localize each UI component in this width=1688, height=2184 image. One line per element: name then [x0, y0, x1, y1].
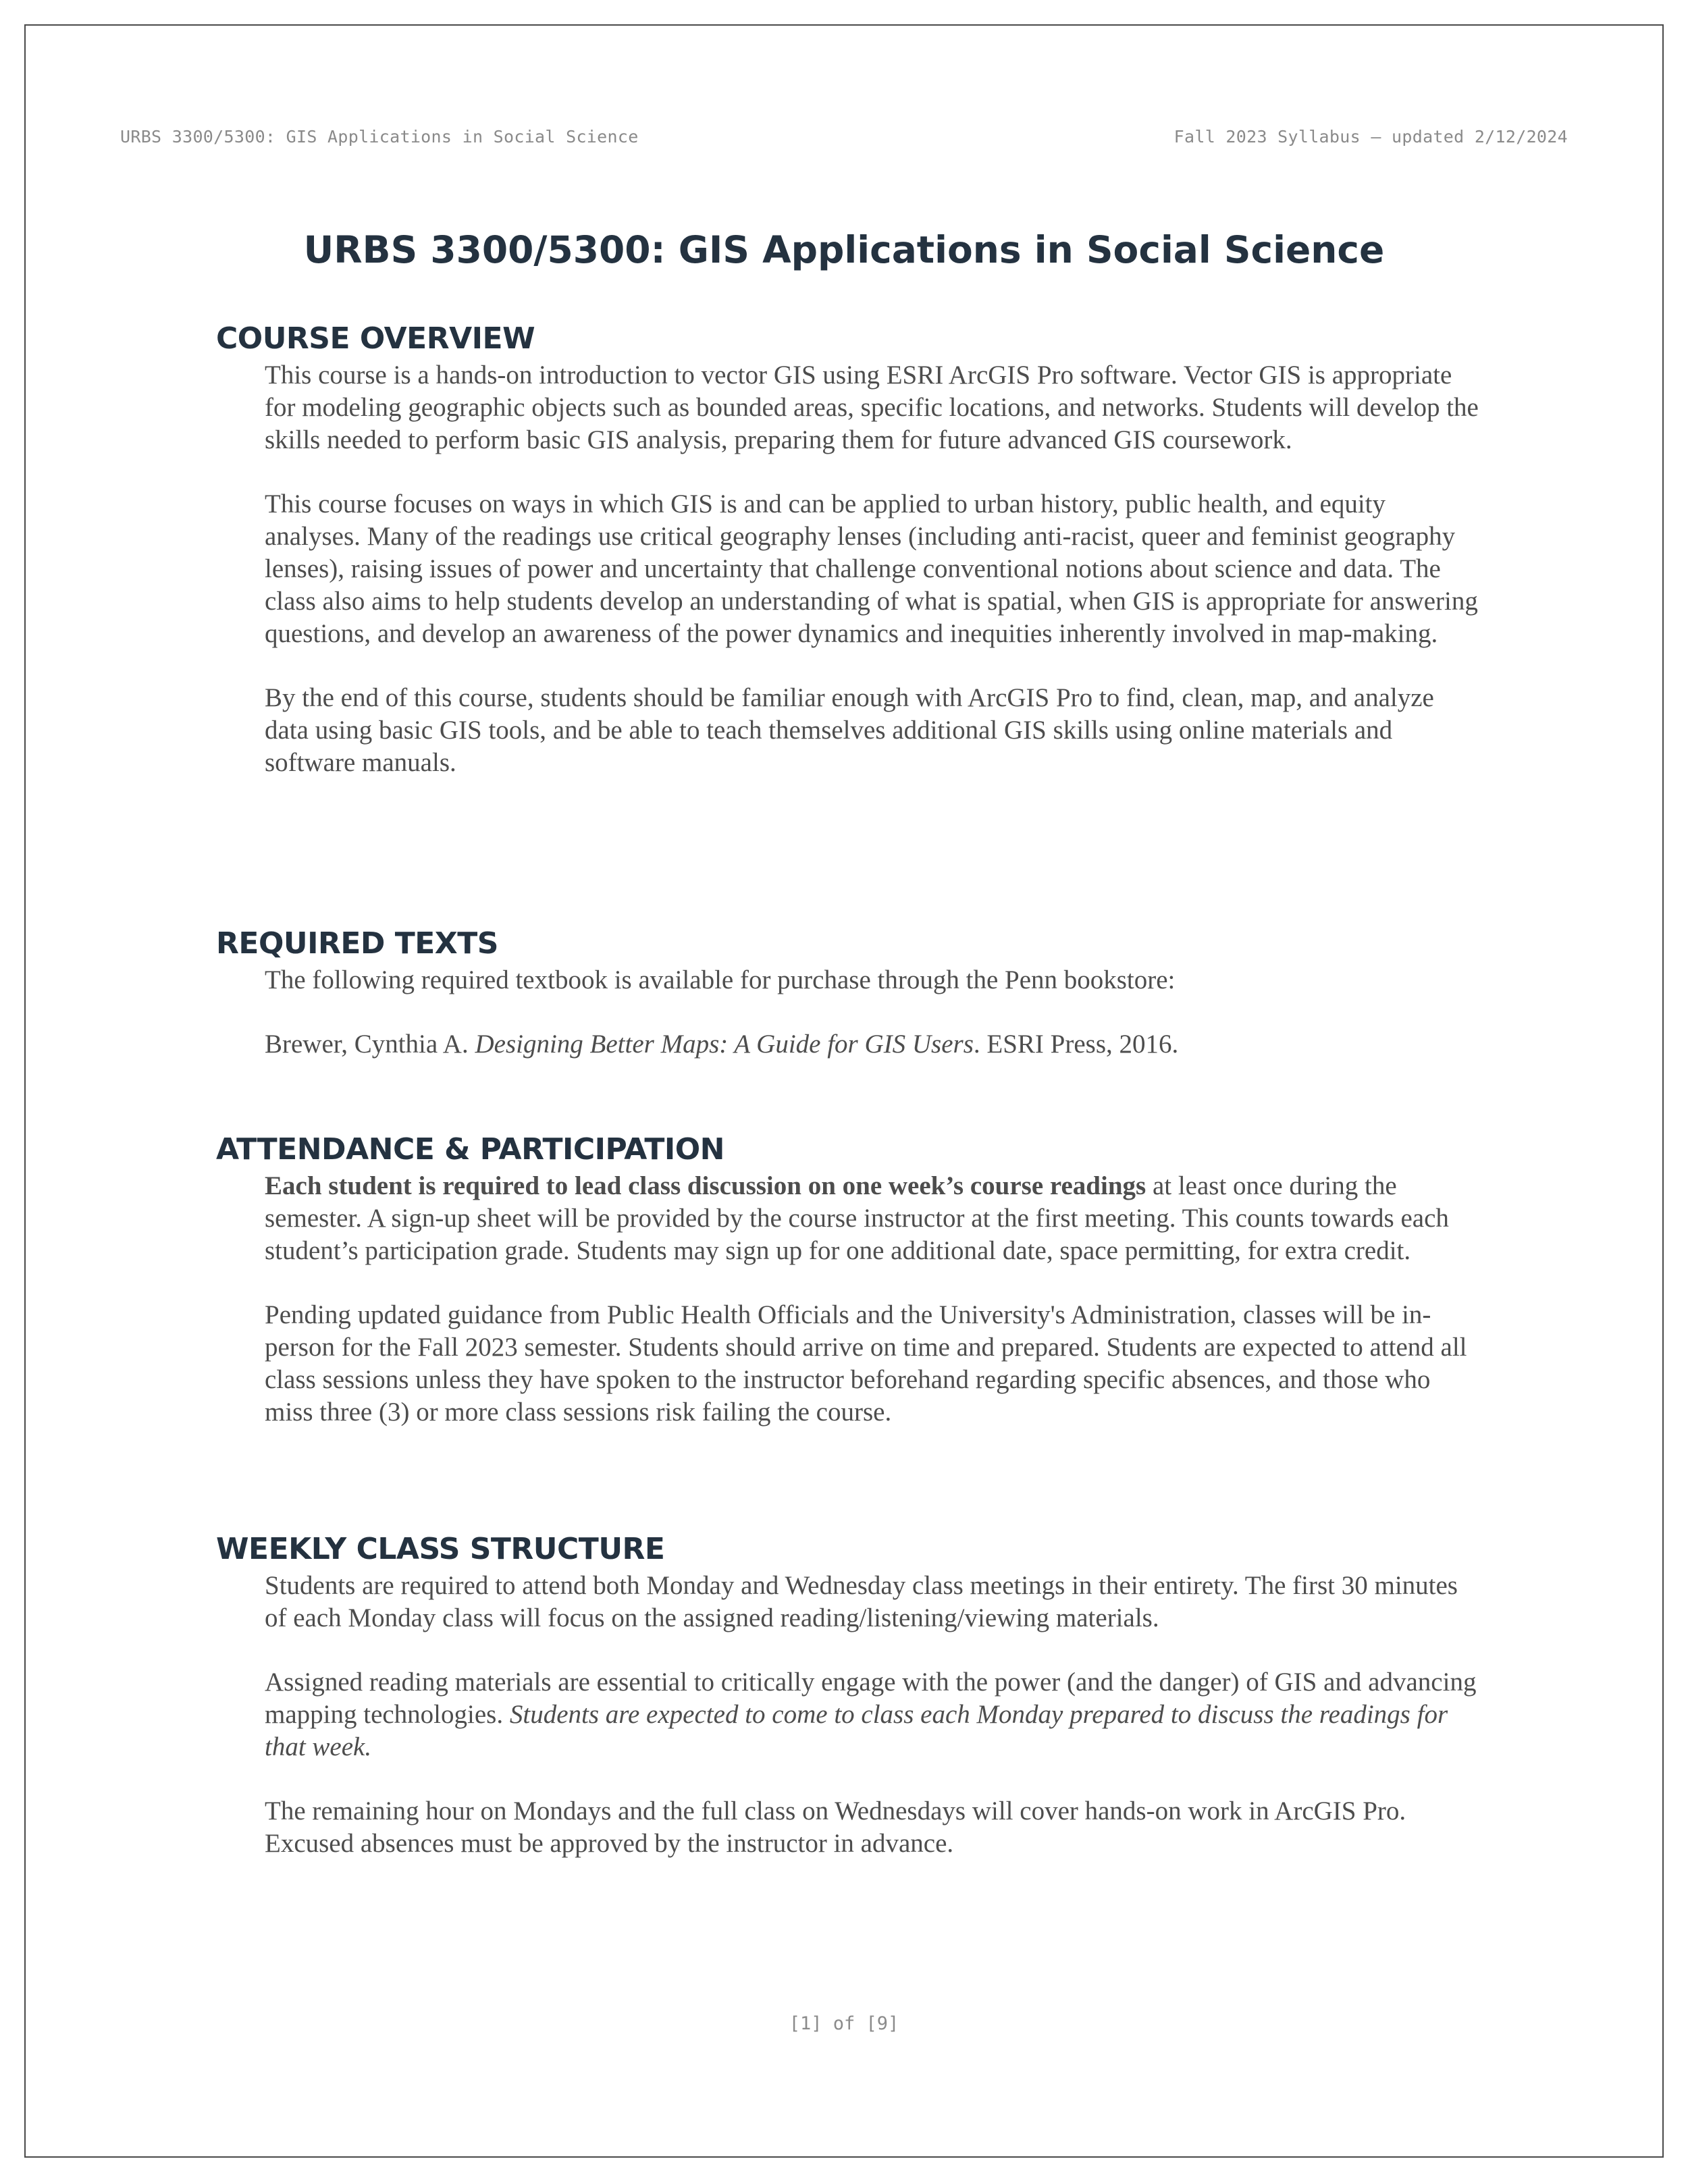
- citation-title: Designing Better Maps: A Guide for GIS Users: [475, 1030, 974, 1059]
- section-heading-required-texts: REQUIRED TEXTS: [216, 926, 498, 961]
- weekly-paragraph-1: Students are required to attend both Monday and Wednesday class meetings in their entirety. The first 30 minutes of each Monday class will focus on the assigned reading/listening/viewing materials.: [265, 1571, 1458, 1632]
- section-course-overview: [216, 319, 1485, 779]
- citation-publisher: . ESRI Press, 2016.: [973, 1030, 1179, 1059]
- section-weekly-class-structure: [216, 1529, 1485, 1860]
- running-header-course: URBS 3300/5300: GIS Applications in Social Science: [120, 127, 639, 147]
- discussion-requirement: Each student is required to lead class discussion on one week’s course readings: [265, 1171, 1146, 1200]
- document-title: URBS 3300/5300: GIS Applications in Social Science: [303, 228, 1385, 271]
- section-attendance-participation: [216, 1129, 1485, 1429]
- section-required-texts: [216, 924, 1485, 1061]
- overview-paragraph-1: This course is a hands-on introduction to vector GIS using ESRI ArcGIS Pro software. Vector GIS is appropriate for modeling geographic objects such as bounded areas, specific locations, and networks. Students will develop the skills needed to perform basic GIS analysis, preparing them for future advanced GIS coursework.: [265, 361, 1479, 454]
- texts-intro: The following required textbook is available for purchase through the Penn bookstore:: [265, 965, 1176, 994]
- section-heading-course-overview: COURSE OVERVIEW: [216, 321, 535, 356]
- attendance-paragraph-1: [265, 1170, 1480, 1267]
- weekly-paragraph-3: The remaining hour on Mondays and the full class on Wednesdays will cover hands-on work in ArcGIS Pro. Excused absences must be approved by the instructor in advance.: [265, 1796, 1406, 1858]
- citation-author: Brewer, Cynthia A.: [265, 1030, 475, 1059]
- section-heading-attendance: ATTENDANCE & PARTICIPATION: [216, 1132, 724, 1167]
- overview-paragraph-3: By the end of this course, students should be familiar enough with ArcGIS Pro to find, clean, map, and analyze data using basic GIS tools, and be able to teach themselves additional GIS skills using online materials and software manuals.: [265, 683, 1434, 777]
- textbook-citation: [265, 1028, 1480, 1061]
- overview-paragraph-2: This course focuses on ways in which GIS is and can be applied to urban history, public health, and equity analyses. Many of the readings use critical geography lenses (including anti-racist, queer and feminist geography lenses), raising issues of power and uncertainty that challenge conventional notions about science and data. The class also aims to help students develop an understanding of what is spatial, when GIS is appropriate for answering questions, and develop an awareness of the power dynamics and inequities inherently involved in map-making.: [265, 489, 1478, 648]
- discussion-details: at least once during the semester. A sign-up sheet will be provided by the course instructor at the first meeting. This counts towards each student’s participation grade. Students may sign up for one additional date, space permitting, for extra credit.: [265, 1171, 1449, 1265]
- weekly-paragraph-2: [265, 1666, 1480, 1763]
- readings-importance: Assigned reading materials are essential to critically engage with the power (and the danger) of GIS and advancing mapping technologies.: [265, 1668, 1477, 1729]
- running-header-syllabus-date: Fall 2023 Syllabus – updated 2/12/2024: [1173, 127, 1568, 147]
- section-heading-weekly-structure: WEEKLY CLASS STRUCTURE: [216, 1532, 665, 1566]
- page-number: [1] of [9]: [789, 2013, 899, 2034]
- attendance-paragraph-2: Pending updated guidance from Public Health Officials and the University's Administration, classes will be in-person for the Fall 2023 semester. Students should arrive on time and prepared. Students are expected to attend all class sessions unless they have spoken to the instructor beforehand regarding specific absences, and those who miss three (3) or more class sessions risk failing the course.: [265, 1300, 1467, 1427]
- readings-expectation: Students are expected to come to class each Monday prepared to discuss the readings for that week.: [265, 1700, 1448, 1761]
